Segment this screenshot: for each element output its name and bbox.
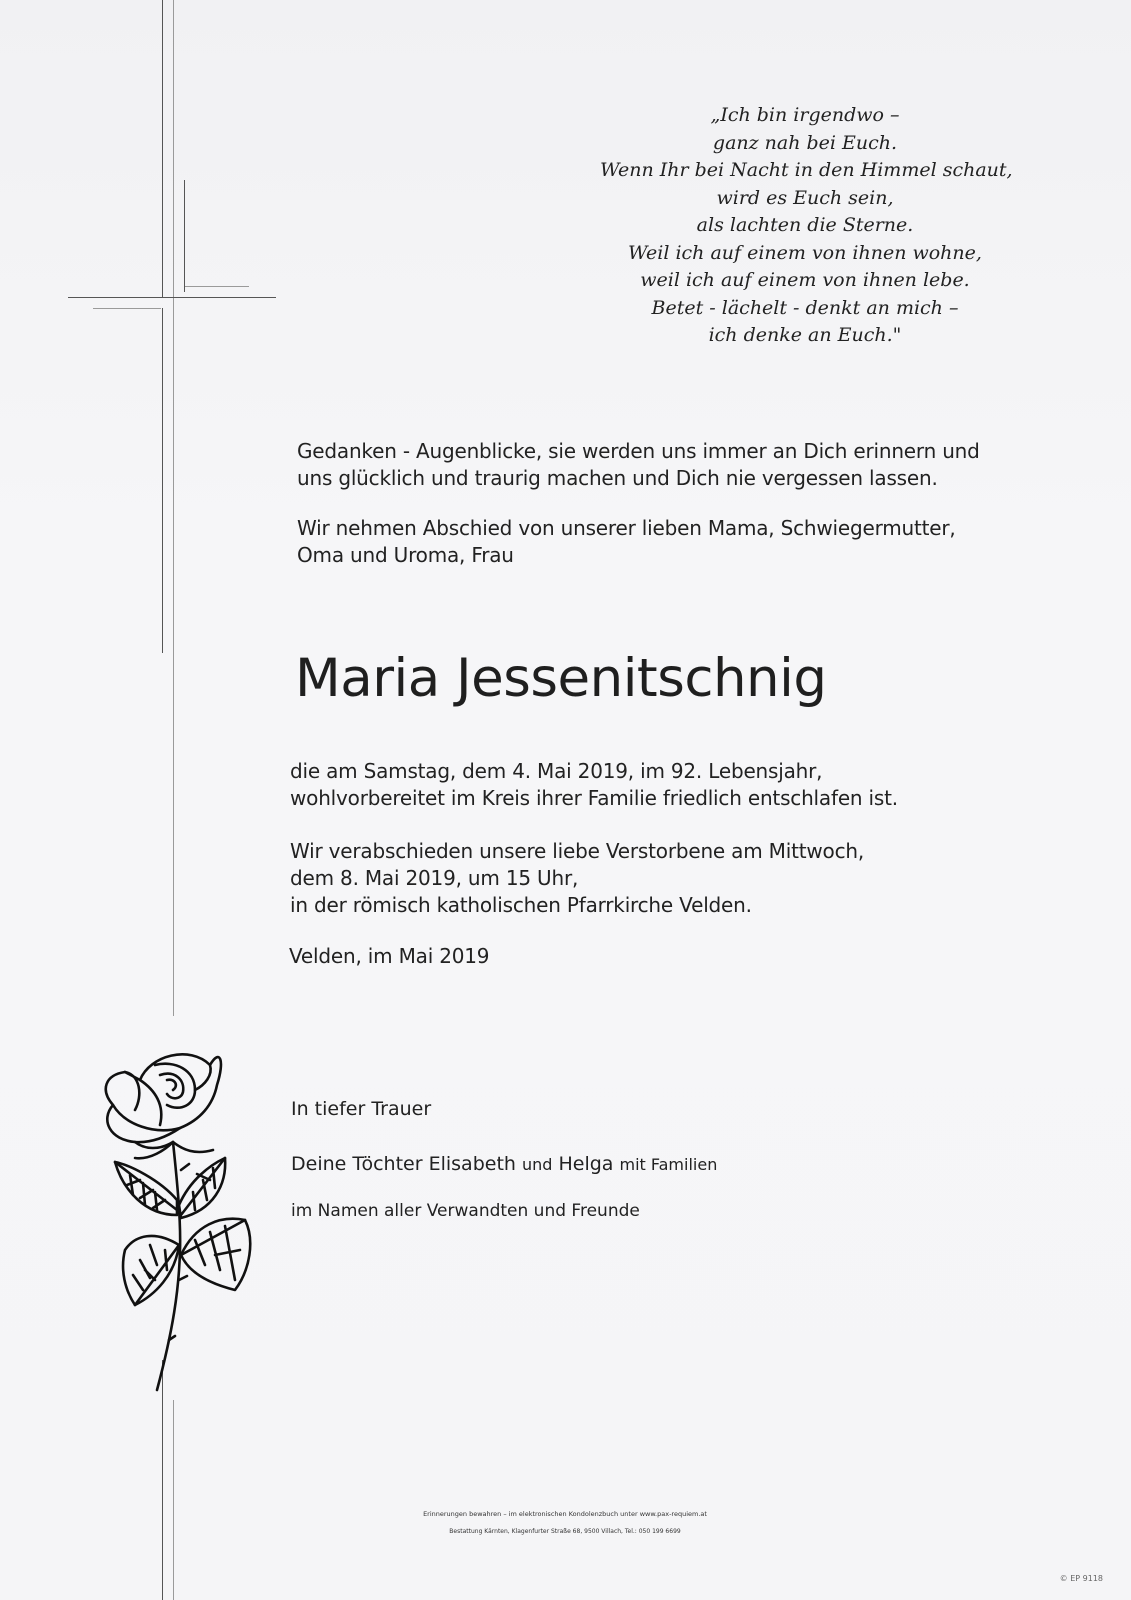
death-line: wohlvorbereitet im Kreis ihrer Familie friedlich entschlafen ist. [290,786,898,810]
quote-line: „Ich bin irgendwo – [710,104,900,126]
quote-line: wird es Euch sein, [716,186,894,209]
quote-line: ich denke an Euch." [708,324,902,346]
service-line: Wir verabschieden unsere liebe Verstorbene am Mittwoch, [290,839,865,863]
family-line [291,1153,891,1175]
place-date: Velden, im Mai 2019 [289,944,490,968]
family-daughters: Deine Töchter Elisabeth [291,1153,516,1175]
quote-line: ganz nah bei Euch. [712,131,898,154]
farewell-line: Oma und Uroma, Frau [297,543,514,567]
poem-quote [600,102,1013,350]
quote-line: als lachten die Sterne. [696,214,914,236]
farewell-paragraph [297,515,1017,569]
intro-line: uns glücklich und traurig machen und Dich nie vergessen lassen. [297,466,938,490]
death-paragraph [290,758,1010,812]
rose-icon [95,1050,265,1400]
quote-line: Weil ich auf einem von ihnen wohne, [628,241,982,264]
farewell-line: Wir nehmen Abschied von unserer lieben Mama, Schwiegermutter, [297,516,956,540]
family-and: und [522,1155,553,1174]
family-helga: Helga [558,1153,614,1175]
service-paragraph [290,838,1010,919]
mourning-line: In tiefer Trauer [291,1098,432,1120]
quote-line: Betet - lächelt - denkt an mich – [651,296,959,319]
footer-address: Bestattung Kärnten, Klagenfurter Straße 68, 9500 Villach, Tel.: 050 199 6699 [449,1528,681,1535]
quote-line: weil ich auf einem von ihnen lebe. [640,269,970,291]
footer-condolence: Erinnerungen bewahren – im elektronischen Kondolenzbuch unter www.pax-requiem.at [423,1510,707,1518]
family-with-families: mit Familien [619,1155,718,1174]
document-code: © EP 9118 [1059,1574,1103,1583]
service-line: in der römisch katholischen Pfarrkirche Velden. [290,893,752,917]
service-line: dem 8. Mai 2019, um 15 Uhr, [290,866,579,890]
intro-line: Gedanken - Augenblicke, sie werden uns immer an Dich erinnern und [297,439,980,463]
death-line: die am Samstag, dem 4. Mai 2019, im 92. Lebensjahr, [290,759,823,783]
intro-paragraph [297,438,1017,492]
relatives-line: im Namen aller Verwandten und Freunde [291,1201,640,1221]
quote-line: Wenn Ihr bei Nacht in den Himmel schaut, [600,159,1013,181]
deceased-name: Maria Jessenitschnig [295,648,827,709]
